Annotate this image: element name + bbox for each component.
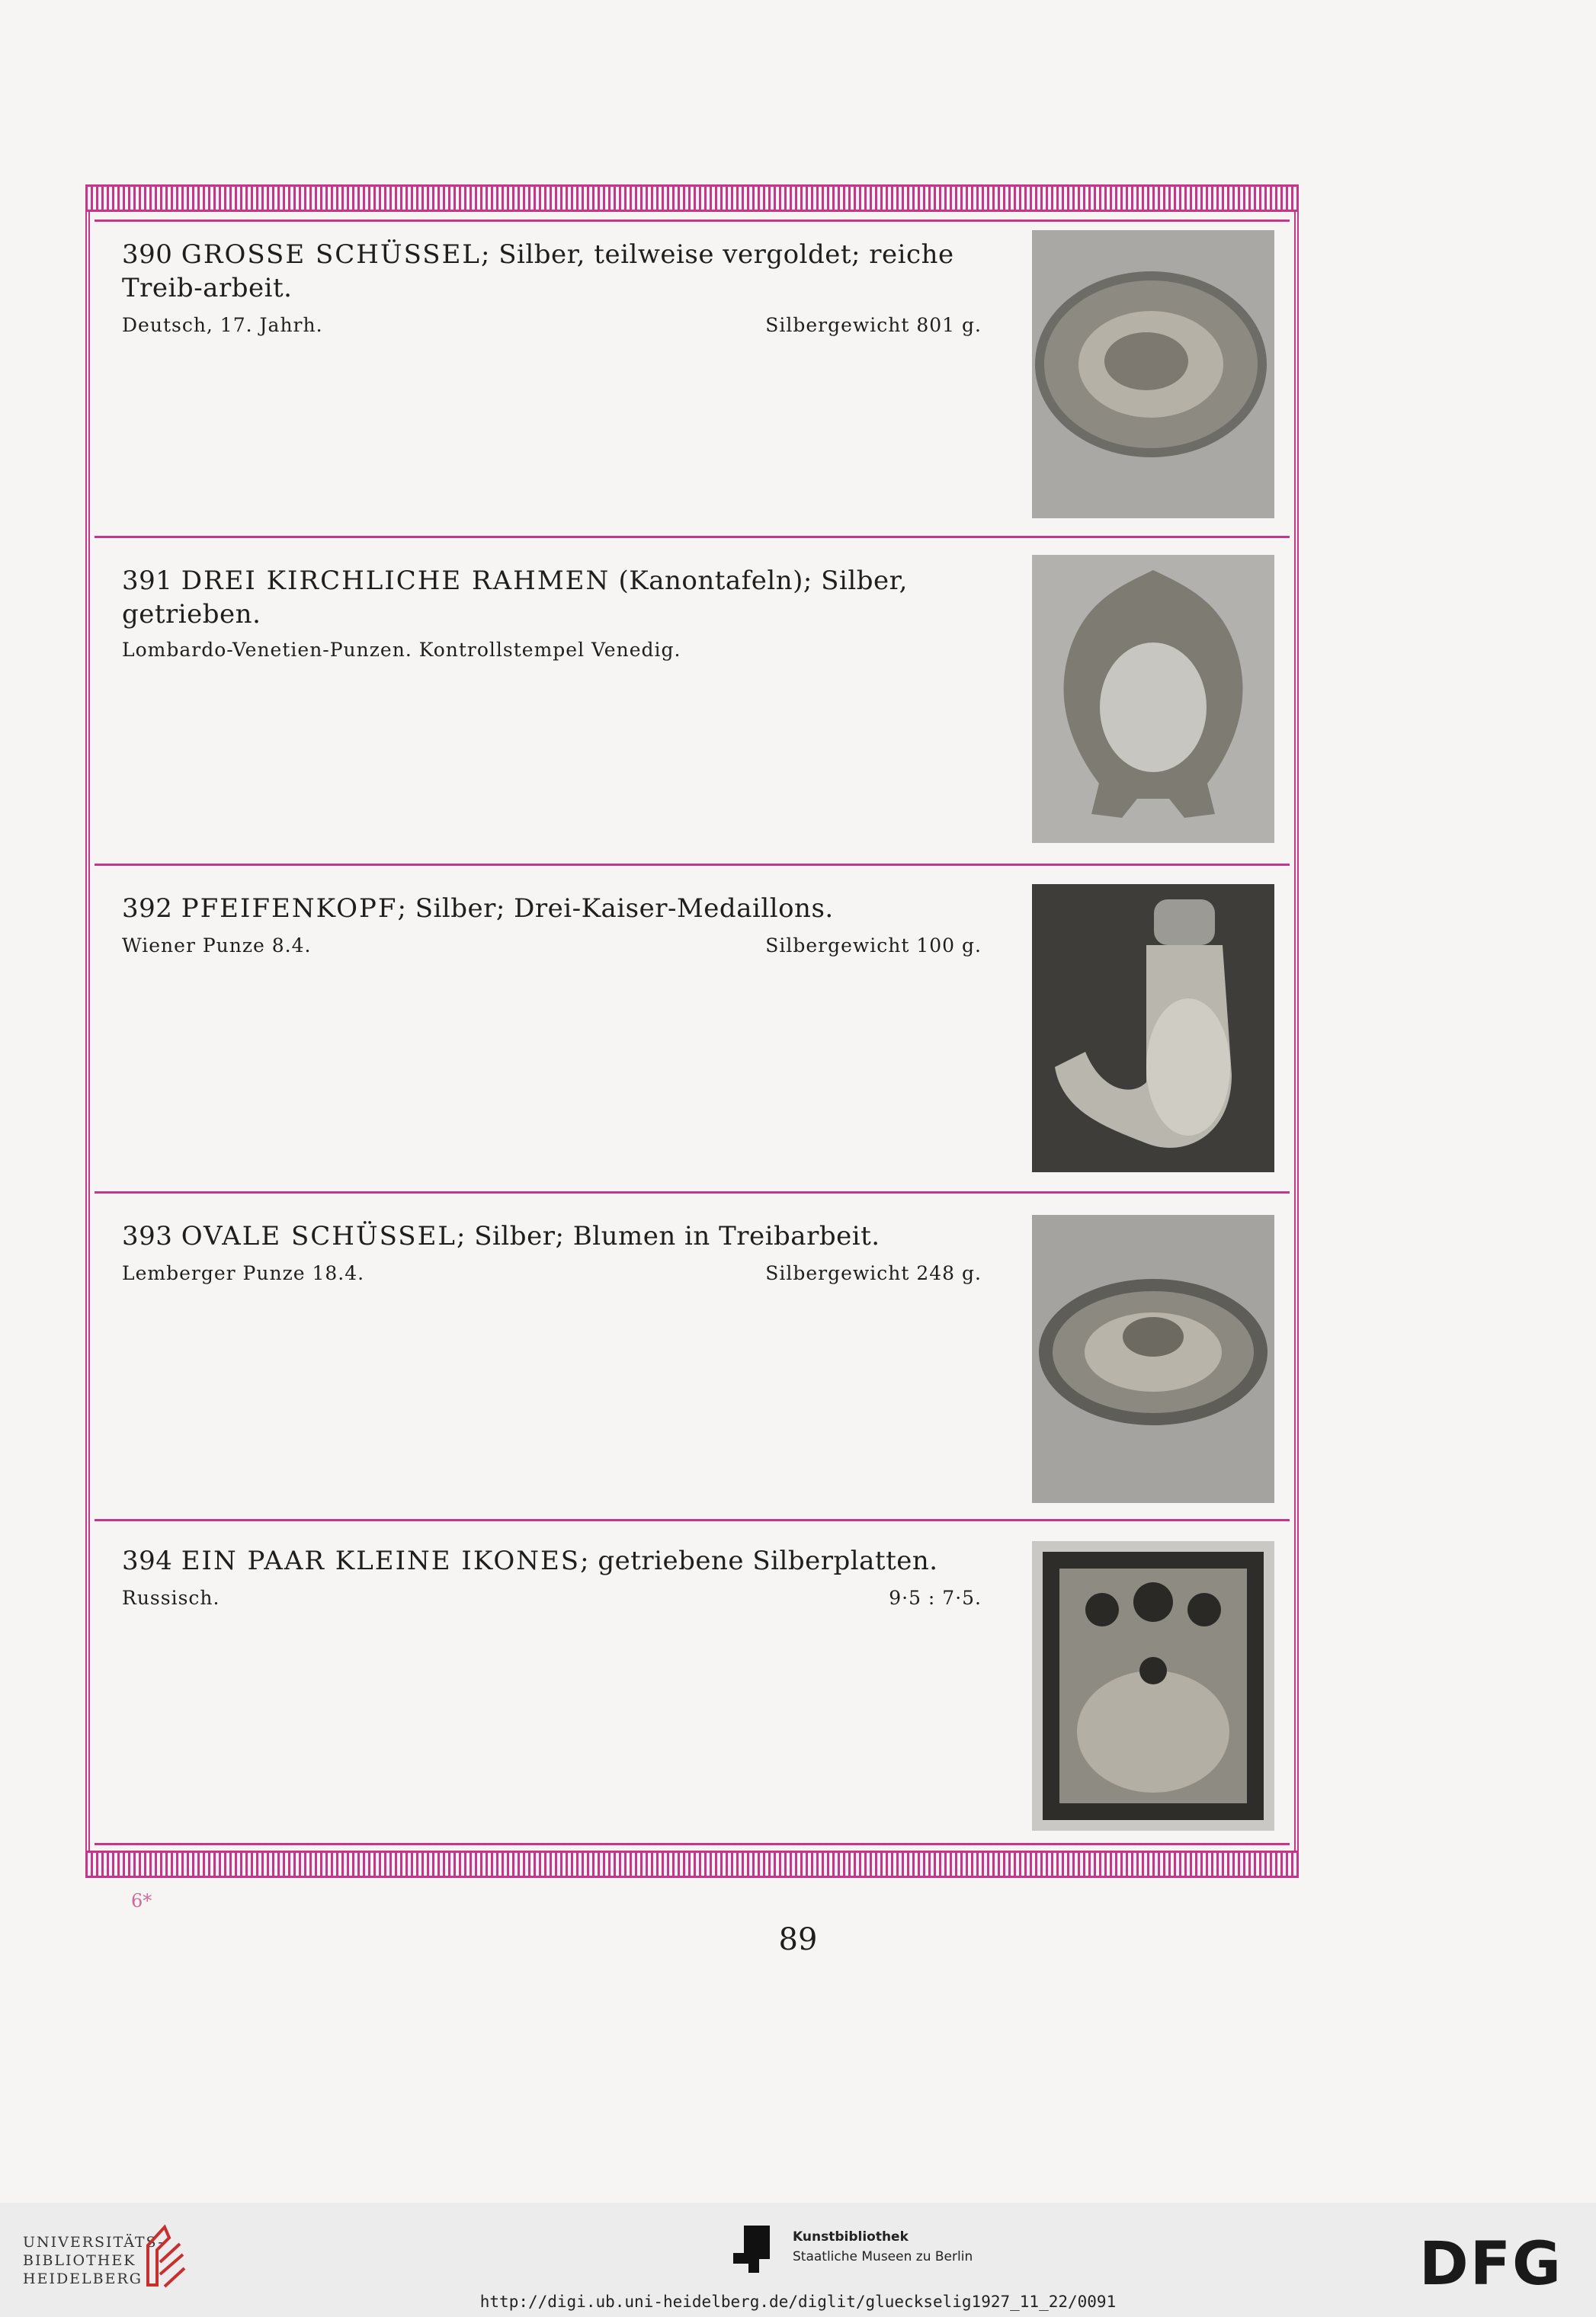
object-description: ; getriebene Silberplatten.: [580, 1546, 938, 1576]
entry-title: [122, 892, 982, 925]
viewer-footer: [0, 2203, 1596, 2317]
object-name: PFEIFENKOPF: [181, 893, 398, 924]
entry-title: [122, 238, 982, 305]
object-photo: [1032, 230, 1274, 518]
catalog-entry-391: [95, 549, 1290, 863]
catalog-entry-393: [95, 1204, 1290, 1518]
lot-number: 394: [122, 1546, 173, 1576]
object-description: ; Silber; Drei-Kaiser-Medaillons.: [397, 893, 834, 924]
lot-number: 392: [122, 893, 173, 924]
catalog-entry-390: [95, 221, 1290, 535]
university-emblem-icon: [142, 2224, 187, 2290]
signature-mark: 6*: [131, 1890, 152, 1912]
library-name: Kunstbibliothek: [793, 2229, 909, 2245]
object-name: EIN PAAR KLEINE IKONES: [181, 1546, 581, 1576]
object-photo: [1032, 884, 1274, 1172]
entry-origin: Lombardo-Venetien-Punzen. Kontrollstempel Venedig.: [122, 639, 681, 661]
entry-weight: 9·5 : 7·5.: [889, 1587, 982, 1609]
page-number: 89: [778, 1922, 818, 1957]
object-description: ; Silber; Blumen in Treibarbeit.: [457, 1221, 880, 1251]
kunstbibliothek-credit[interactable]: [793, 2227, 973, 2267]
entry-divider: [95, 864, 1290, 866]
catalog-entry-392: [95, 876, 1290, 1191]
entry-origin: Deutsch, 17. Jahrh.: [122, 314, 323, 336]
entry-origin: Wiener Punze 8.4.: [122, 934, 312, 957]
permalink-url[interactable]: http://digi.ub.uni-heidelberg.de/diglit/glueckselig1927_11_22/0091: [479, 2293, 1117, 2311]
object-photo: [1032, 1215, 1274, 1503]
object-name: GROSSE SCHÜSSEL: [181, 239, 481, 270]
entry-weight: Silbergewicht 248 g.: [765, 1262, 982, 1284]
entry-divider: [95, 1191, 1290, 1194]
entry-meta: [122, 1262, 982, 1284]
object-description: ; Silber, teilweise vergoldet; reiche Treib-arbeit.: [122, 239, 954, 303]
entry-origin: Lemberger Punze 18.4.: [122, 1262, 365, 1284]
library-subtitle: Staatliche Museen zu Berlin: [793, 2249, 973, 2264]
entry-origin: Russisch.: [122, 1587, 220, 1609]
object-photo: [1032, 1541, 1274, 1831]
entry-meta: [122, 639, 982, 661]
entry-meta: [122, 314, 982, 336]
entry-meta: [122, 1587, 982, 1609]
entry-meta: [122, 934, 982, 957]
entry-weight: Silbergewicht 100 g.: [765, 934, 982, 957]
logo-line: BIBLIOTHEK: [23, 2252, 136, 2269]
object-name: OVALE SCHÜSSEL: [181, 1221, 457, 1251]
object-photo: [1032, 555, 1274, 843]
entry-divider: [95, 536, 1290, 538]
frame-inner-bottom-line: [95, 1843, 1290, 1845]
entry-title: [122, 564, 982, 631]
object-description: (Kanontafeln); Silber, getrieben.: [122, 566, 908, 630]
dfg-logo[interactable]: DFG: [1419, 2230, 1563, 2299]
entry-divider: [95, 1519, 1290, 1521]
frame-top-ornament: [85, 184, 1299, 212]
logo-line: HEIDELBERG: [23, 2271, 143, 2287]
lot-number: 393: [122, 1221, 173, 1251]
catalog-entry-394: [95, 1532, 1290, 1843]
logo-line: UNIVERSITÄTS-: [23, 2234, 165, 2251]
entry-weight: Silbergewicht 801 g.: [765, 314, 982, 336]
kunstbibliothek-logo-icon: [733, 2226, 776, 2273]
frame-bottom-ornament: [85, 1851, 1299, 1878]
entry-title: [122, 1544, 982, 1578]
entry-title: [122, 1219, 982, 1253]
object-name: DREI KIRCHLICHE RAHMEN: [181, 566, 611, 596]
lot-number: 390: [122, 239, 173, 270]
lot-number: 391: [122, 566, 173, 596]
